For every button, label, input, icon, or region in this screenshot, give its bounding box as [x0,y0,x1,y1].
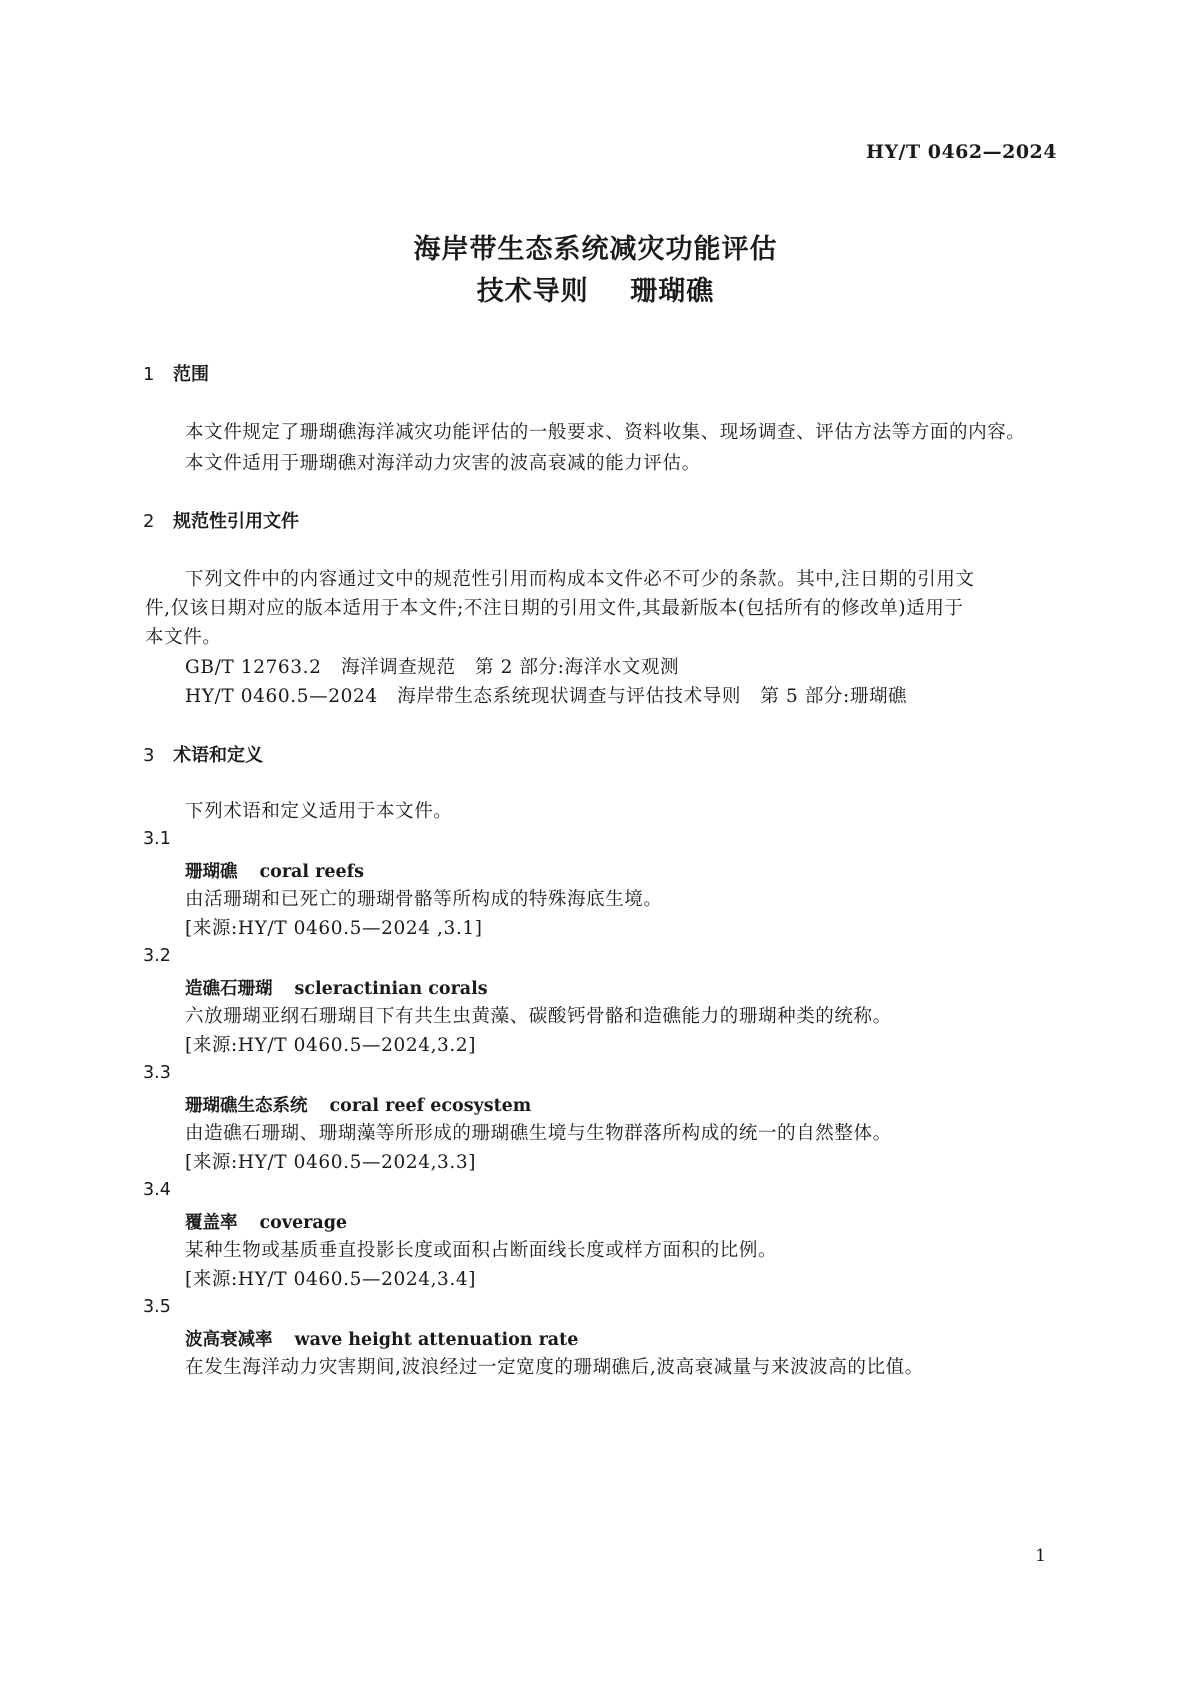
term-source: [来源:HY/T 0460.5—2024,3.3] [185,1152,477,1173]
term-source: [来源:HY/T 0460.5—2024,3.2] [185,1035,477,1056]
normative-reference: HY/T 0460.5—2024 海岸带生态系统现状调查与评估技术导则 第 5 部分:珊瑚礁 [185,686,908,707]
section-title: 范围 [173,364,209,385]
term-en: wave height attenuation rate [294,1330,579,1350]
term-source: [来源:HY/T 0460.5—2024 ,3.1] [185,918,483,939]
term-number: 3.5 [143,1297,171,1317]
section-number: 2 [143,511,155,532]
paragraph: 本文件适用于珊瑚礁对海洋动力灾害的波高衰减的能力评估。 [185,453,701,474]
paragraph: 本文件规定了珊瑚礁海洋减灾功能评估的一般要求、资料收集、现场调查、评估方法等方面的内容。 [185,422,1026,443]
document-title-line-2: 技术导则 珊瑚礁 [476,276,715,307]
term-heading [185,975,488,1000]
paragraph-line: 下列文件中的内容通过文中的规范性引用而构成本文件必不可少的条款。其中,注日期的引用文 [185,569,975,590]
term-definition: 由活珊瑚和已死亡的珊瑚骨骼等所构成的特殊海底生境。 [185,889,663,910]
section-number: 3 [143,745,155,766]
term-en: coral reef ecosystem [329,1096,532,1116]
term-zh: 造礁石珊瑚 [185,979,273,999]
normative-reference: GB/T 12763.2 海洋调查规范 第 2 部分:海洋水文观测 [185,657,680,678]
page-number: 1 [1035,1546,1046,1566]
term-heading [185,858,364,883]
document-number: HY/T 0462—2024 [866,141,1057,163]
paragraph: 下列术语和定义适用于本文件。 [185,801,453,822]
term-number: 3.3 [143,1063,171,1083]
term-zh: 珊瑚礁 [185,862,238,882]
paragraph-line: 件,仅该日期对应的版本适用于本文件;不注日期的引用文件,其最新版本(包括所有的修改单)适用于 [145,598,964,619]
term-number: 3.1 [143,829,171,849]
term-heading [185,1092,531,1117]
section-number: 1 [143,364,155,385]
term-number: 3.2 [143,946,171,966]
term-zh: 珊瑚礁生态系统 [185,1096,308,1116]
term-heading [185,1209,347,1234]
term-en: scleractinian corals [294,979,488,999]
term-source: [来源:HY/T 0460.5—2024,3.4] [185,1269,477,1290]
term-definition: 在发生海洋动力灾害期间,波浪经过一定宽度的珊瑚礁后,波高衰减量与来波波高的比值。 [185,1357,924,1378]
term-definition: 某种生物或基质垂直投影长度或面积占断面线长度或样方面积的比例。 [185,1240,778,1261]
paragraph-line: 本文件。 [145,627,222,648]
section-2-heading [143,507,299,533]
term-en: coral reefs [259,862,364,882]
section-title: 规范性引用文件 [173,511,299,532]
term-definition: 由造礁石珊瑚、珊瑚藻等所形成的珊瑚礁生境与生物群落所构成的统一的自然整体。 [185,1123,892,1144]
term-number: 3.4 [143,1180,171,1200]
section-title: 术语和定义 [173,745,263,766]
term-heading [185,1326,578,1351]
term-definition: 六放珊瑚亚纲石珊瑚目下有共生虫黄藻、碳酸钙骨骼和造礁能力的珊瑚种类的统称。 [185,1006,892,1027]
term-zh: 覆盖率 [185,1213,238,1233]
document-title-line-1: 海岸带生态系统减灾功能评估 [413,234,778,265]
term-zh: 波高衰减率 [185,1330,273,1350]
section-3-heading [143,741,263,767]
section-1-heading [143,360,209,386]
term-en: coverage [259,1213,348,1233]
